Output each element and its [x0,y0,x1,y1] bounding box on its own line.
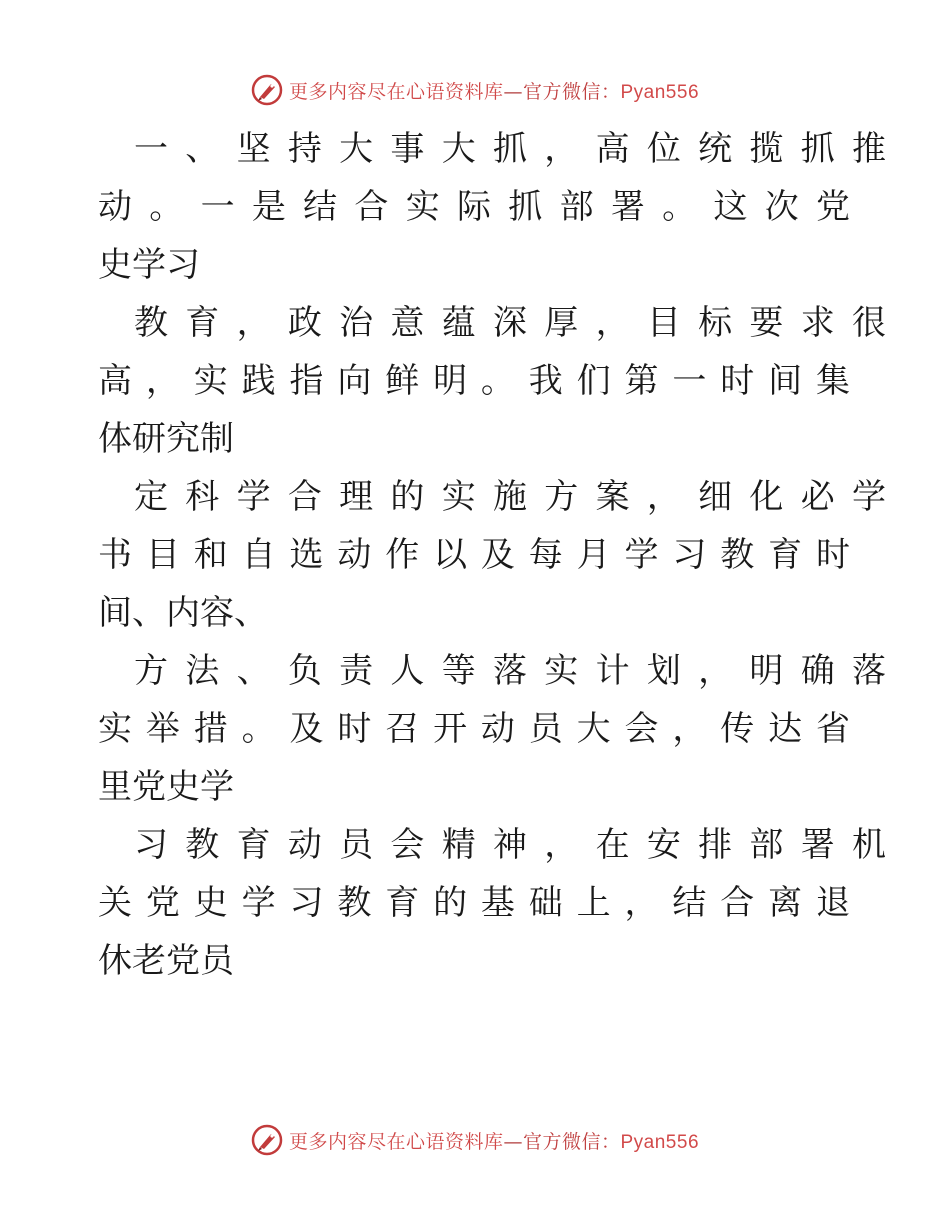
text-line: 一、坚持大事大抓，高位统揽抓推 [134,129,886,169]
banner-main-text: 更多内容尽在心语资料库 [288,80,504,103]
text-line: 史学习 [98,245,200,285]
pen-nib-logo-icon [251,74,283,106]
banner-wechat-label: 官方微信： [522,1130,621,1153]
footer-banner [0,1120,950,1160]
text-line: 间、内容、 [98,593,268,633]
banner-wechat-id: Pyan556 [620,81,700,103]
paragraph [98,120,886,294]
pen-nib-logo-icon [251,1124,283,1156]
banner-dash: — [503,1130,523,1153]
text-line: 里党史学 [98,767,234,807]
text-line: 体研究制 [98,419,234,459]
text-line: 习教育动员会精神，在安排部署机 [134,825,886,865]
text-line: 书目和自选动作以及每月学习教育时 [98,535,850,575]
banner-main-text: 更多内容尽在心语资料库 [288,1130,504,1153]
text-line: 动。一是结合实际抓部署。这次党 [98,187,850,227]
text-line: 教育，政治意蕴深厚，目标要求很 [134,303,886,343]
text-line: 实举措。及时召开动员大会，传达省 [98,709,850,749]
banner-text [289,77,699,104]
banner-wechat-id: Pyan556 [620,1131,700,1153]
header-banner [0,70,950,110]
document-body [98,120,886,990]
text-line: 休老党员 [98,941,234,981]
paragraph [98,468,886,642]
paragraph [98,642,886,816]
banner-dash: — [503,80,523,103]
paragraph [98,294,886,468]
paragraph [98,816,886,990]
text-line: 关党史学习教育的基础上，结合离退 [98,883,850,923]
text-line: 方法、负责人等落实计划，明确落 [134,651,886,691]
banner-wechat-label: 官方微信： [522,80,621,103]
banner-text [289,1127,699,1154]
text-line: 高，实践指向鲜明。我们第一时间集 [98,361,850,401]
text-line: 定科学合理的实施方案，细化必学 [134,477,886,517]
